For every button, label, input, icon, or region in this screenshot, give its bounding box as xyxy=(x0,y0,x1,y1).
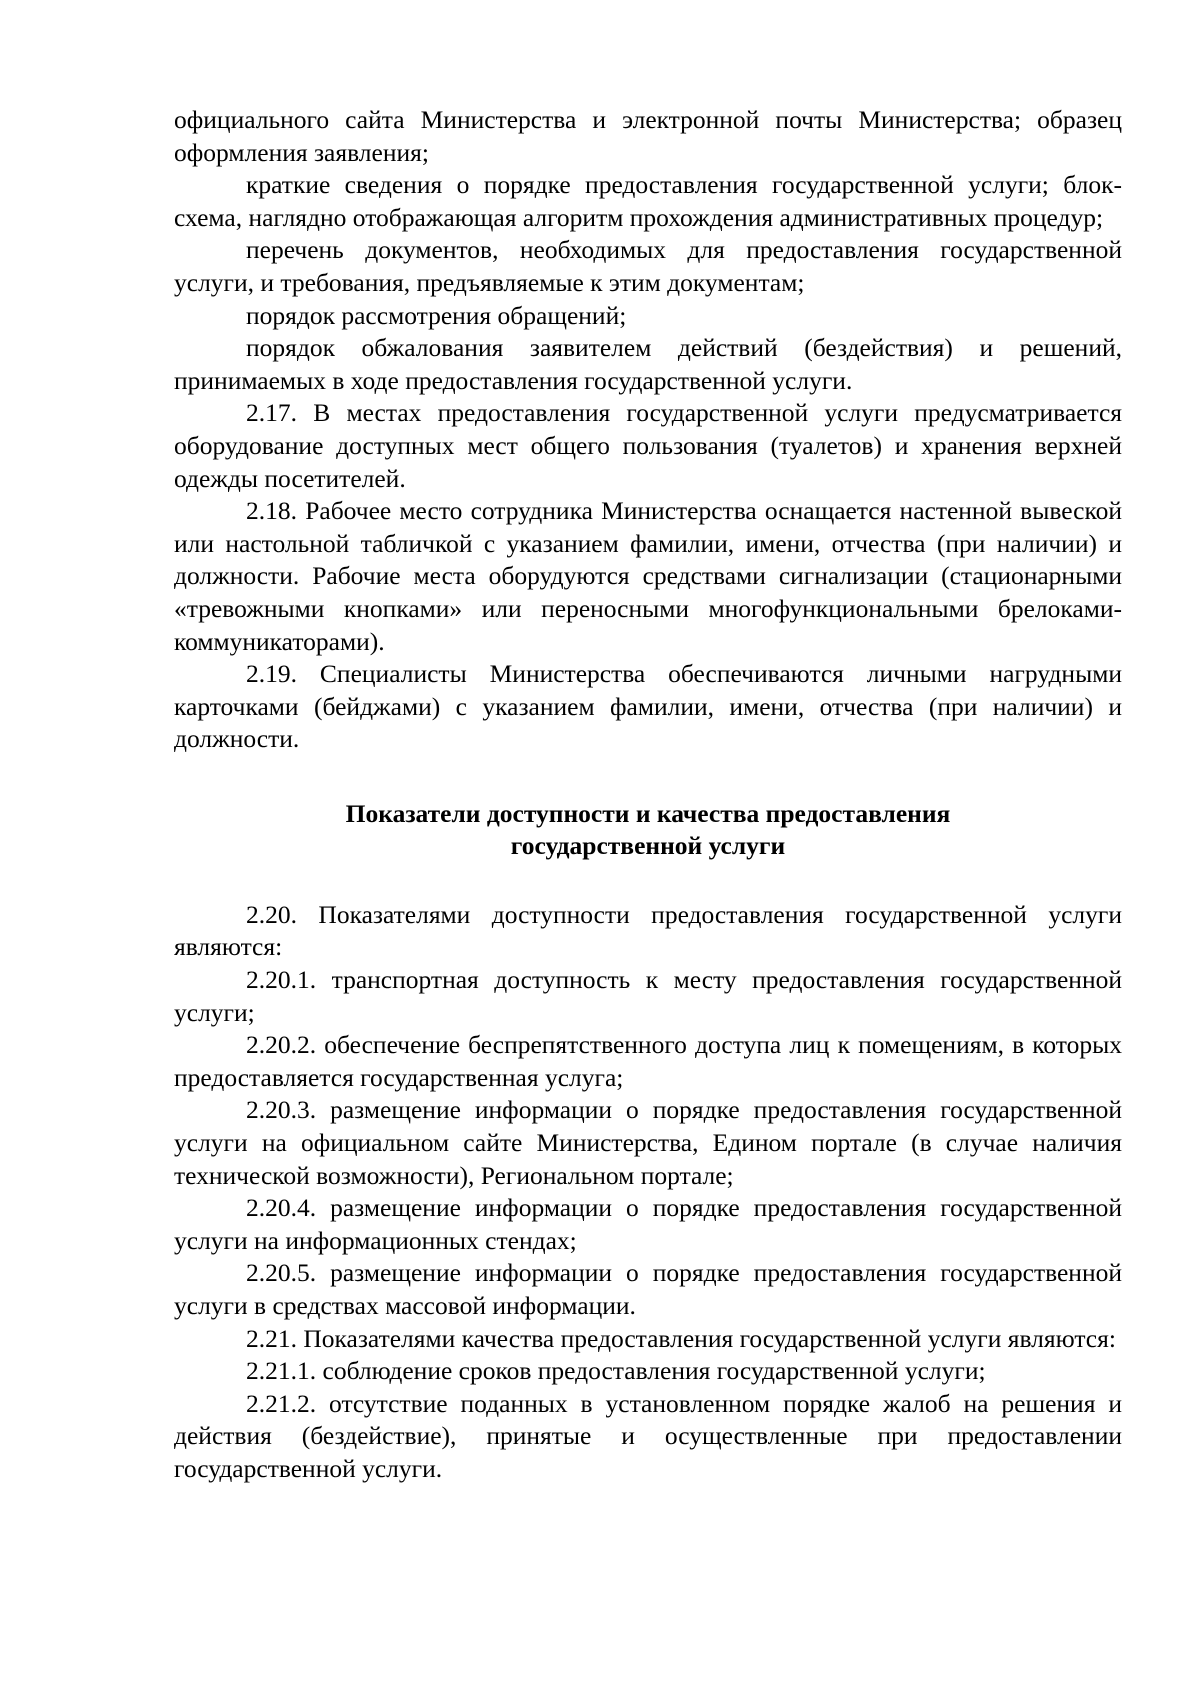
paragraph: официального сайта Министерства и электронной почты Министерства; образец оформления заявления; xyxy=(174,105,1122,167)
paragraphs-bottom xyxy=(174,899,1122,1486)
section-heading xyxy=(174,798,1122,862)
paragraph: порядок рассмотрения обращений; xyxy=(246,300,627,330)
paragraph: краткие сведения о порядке предоставления государственной услуги; блок-схема, наглядно отображающая алгоритм прохождения административных процедур; xyxy=(174,170,1122,232)
paragraph-2-20-3: 2.20.3. размещение информации о порядке предоставления государственной услуги на официальном сайте Министерства, Едином портале (в случае наличия технической возможности), Региональном портале; xyxy=(174,1095,1122,1190)
paragraph-2-20-1: 2.20.1. транспортная доступность к месту предоставления государственной услуги; xyxy=(174,965,1122,1027)
paragraph-2-21-1: 2.21.1. соблюдение сроков предоставления государственной услуги; xyxy=(246,1356,986,1386)
paragraph: перечень документов, необходимых для предоставления государственной услуги, и требования, предъявляемые к этим документам; xyxy=(174,235,1122,297)
paragraphs-top xyxy=(174,104,1122,756)
section-heading-line-1: Показатели доступности и качества предоставления xyxy=(345,798,951,828)
section-heading-line-2: государственной услуги xyxy=(510,830,786,860)
paragraph-2-21: 2.21. Показателями качества предоставления государственной услуги являются: xyxy=(246,1323,1116,1353)
document-page xyxy=(174,104,1122,1486)
paragraph-2-19: 2.19. Специалисты Министерства обеспечиваются личными нагрудными карточками (бейджами) с указанием фамилии, имени, отчества (при наличии) и должности. xyxy=(174,659,1122,754)
paragraph-2-20-2: 2.20.2. обеспечение беспрепятственного доступа лиц к помещениям, в которых предоставляется государственная услуга; xyxy=(174,1030,1122,1092)
paragraph-2-20-4: 2.20.4. размещение информации о порядке предоставления государственной услуги на информационных стендах; xyxy=(174,1193,1122,1255)
paragraph-2-20-5: 2.20.5. размещение информации о порядке предоставления государственной услуги в средствах массовой информации. xyxy=(174,1258,1122,1320)
paragraph-2-20: 2.20. Показателями доступности предоставления государственной услуги являются: xyxy=(174,899,1122,962)
paragraph-2-21-2: 2.21.2. отсутствие поданных в установленном порядке жалоб на решения и действия (бездействие), принятые и осуществленные при предоставлении государственной услуги. xyxy=(174,1388,1122,1483)
paragraph: порядок обжалования заявителем действий (бездействия) и решений, принимаемых в ходе предоставления государственной услуги. xyxy=(174,333,1122,395)
paragraph-2-17: 2.17. В местах предоставления государственной услуги предусматривается оборудование доступных мест общего пользования (туалетов) и хранения верхней одежды посетителей. xyxy=(174,398,1122,493)
paragraph-2-18: 2.18. Рабочее место сотрудника Министерства оснащается настенной вывеской или настольной табличкой с указанием фамилии, имени, отчества (при наличии) и должности. Рабочие места оборудуются средствами сигнализации (стационарными «тревожными кнопками» или переносными многофункциональными брелоками-коммуникаторами). xyxy=(174,496,1122,656)
